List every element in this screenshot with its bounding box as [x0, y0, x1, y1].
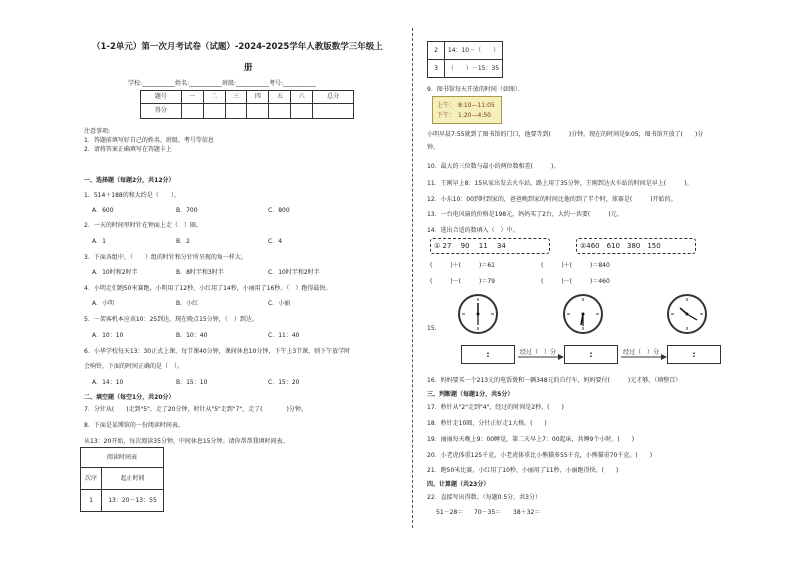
calc-item: 70－35＝ — [474, 509, 502, 516]
q1-option-b[interactable]: B．700 — [176, 207, 198, 214]
score-table — [140, 90, 354, 119]
calc-item: 38＋32＝ — [513, 509, 541, 516]
score-header: 六 — [291, 91, 313, 104]
arrow-right-icon — [518, 354, 564, 360]
q2-option-c[interactable]: C．4 — [268, 238, 283, 245]
row-time-blank[interactable]: （ ）－15：35 — [445, 60, 503, 78]
q3-option-b[interactable]: B．8时半和3时半 — [176, 269, 224, 276]
number-set-1-values: ① 27 90 11 34 — [434, 242, 506, 250]
section-choice: 一、选择题（每题2分，共12分） — [84, 177, 175, 184]
question-14: 14．选出合适的数填入（ ）中。 — [427, 227, 519, 234]
section-calc: 四、计算题（共23分） — [427, 481, 490, 488]
time-box-1[interactable]: : — [461, 345, 515, 364]
clock-3-icon — [667, 294, 707, 334]
arrow-right-icon — [621, 354, 667, 360]
q4-option-c[interactable]: C．小丽 — [268, 300, 291, 307]
reading-table-title: 阅读时间表 — [81, 448, 164, 468]
clock-3-face — [669, 296, 705, 332]
section-fill: 二、填空题（每空1分，共20分） — [84, 394, 175, 401]
note-item: 2．请将答案正确填写在答题卡上 — [84, 146, 172, 153]
question-18: 18．秒针走10圈，分针正好走1大格。( ) — [427, 420, 547, 427]
notes-title: 注意事项: — [84, 128, 111, 135]
row-index: 1 — [81, 490, 102, 512]
column-divider — [412, 28, 413, 528]
equation-1b[interactable]: ( )＋( )＝840 — [541, 262, 610, 269]
question-9-cont: 钟。 — [427, 144, 440, 151]
question-2: 2．一天的时间里时针在钟面上走（ ）圈。 — [84, 222, 202, 229]
col-order: 次序 — [81, 468, 102, 490]
number-set-1 — [430, 238, 550, 254]
question-12: 12．小东10：00到时到家的，爸爸晚到家的时间比他的到了半个时，球赛是( )开始的。 — [427, 196, 677, 203]
note-item: 1．答题前填写好自己的姓名、班级、考号等信息 — [84, 137, 214, 144]
score-header: 总分 — [313, 91, 354, 104]
score-cell[interactable] — [203, 104, 225, 119]
score-cell[interactable] — [313, 104, 354, 119]
q1-option-a[interactable]: A．600 — [92, 207, 114, 214]
calc-item: 51－28＝ — [436, 509, 464, 516]
score-cell[interactable] — [291, 104, 313, 119]
time-box-3[interactable]: : — [667, 345, 721, 364]
q5-option-c[interactable]: C．11：40 — [268, 332, 300, 339]
question-7: 7．分针从( )走到"5"，走了20分钟，时针从"5"走到"7"，走了( )分钟。 — [84, 406, 307, 413]
question-22: 22．直接写出得数。（每题0.5分，共3分） — [427, 494, 541, 501]
question-20: 20．小老虎体重125千克，小老虎体重比小熊猫多55千克，小熊猫重70千克。( ) — [427, 452, 653, 459]
question-8-cont: 从13：20开始，每次阅读35分钟，中间休息15分钟。请你帮帮我填时间表。 — [84, 438, 289, 445]
q6-option-b[interactable]: B．15：10 — [176, 379, 208, 386]
score-header: 一 — [181, 91, 203, 104]
q5-option-b[interactable]: B．10：40 — [176, 332, 208, 339]
question-6: 6．小华学校每天13：30正式上课，每节课40分钟，课间休息10分钟，下午上3节课，则下午放学时 — [84, 348, 351, 355]
score-header: 二 — [203, 91, 225, 104]
question-9: 9．图书馆每天开放的时间（如图）． — [427, 86, 524, 93]
section-judge: 三、判断题（每题1分，共5分） — [427, 391, 514, 398]
exam-title-cont: 册 — [244, 63, 253, 73]
elapsed-label-1: 经过（ ）分 — [520, 349, 557, 356]
row-time-blank[interactable]: 14：10－（ ） — [445, 42, 503, 60]
question-17: 17．秒针从"2"走到"4"，经过的时间是2秒。( ) — [427, 404, 564, 411]
clock-2-face — [565, 296, 601, 332]
library-hours-sign — [432, 96, 502, 124]
equation-2a[interactable]: ( )－( )＝79 — [430, 278, 495, 285]
score-header: 五 — [269, 91, 291, 104]
afternoon-hours: 下午： 1:20—4:50 — [437, 112, 491, 119]
clock-1-face — [460, 296, 496, 332]
exam-title: （1-2单元）第一次月考试卷（试题）-2024-2025学年人教版数学三年级上 — [92, 42, 383, 52]
number-set-2-values: ②460 610 380 150 — [580, 242, 661, 250]
question-9-text: 小明早晨7:55就到了图书馆的门口，他要等到( )分钟。现在的时间是9:05，图书馆开放了( )分 — [427, 131, 704, 138]
score-header: 四 — [247, 91, 269, 104]
question-10: 10．最大的三位数与最小的两位数相差( )。 — [427, 163, 560, 170]
question-4: 4．小明走们跑50米赛跑，小明用了12秒，小红用了14秒，小丽用了16秒。（ ）跑得最快。 — [84, 285, 332, 292]
q4-option-a[interactable]: A．小明 — [92, 300, 115, 307]
question-16: 16．妈妈要买一个213元的电饭煲和一辆348元的自行车，妈妈要付( )元才够。（填整百） — [427, 377, 682, 384]
score-cell[interactable] — [269, 104, 291, 119]
question-15: 15. — [427, 325, 437, 332]
row-index: 2 — [428, 42, 445, 60]
time-box-2[interactable]: : — [564, 345, 618, 364]
col-time: 起止时间 — [102, 468, 164, 490]
question-11: 11．王刚早上8：15从家出发去火车站，路上用了35分钟，王刚到达火车站的时间是早上( )。 — [427, 180, 693, 187]
question-8: 8．下面是某博馆的一份阅读时间表。 — [84, 422, 184, 429]
question-13: 13．一台电风扇的价格是198元，妈妈买了2台，大约一共要( )元。 — [427, 211, 623, 218]
score-header: 题号 — [141, 91, 182, 104]
row-index: 3 — [428, 60, 445, 78]
score-header: 三 — [225, 91, 247, 104]
score-cell[interactable] — [247, 104, 269, 119]
q6-option-c[interactable]: C．15：20 — [268, 379, 300, 386]
score-row-label: 得分 — [141, 104, 182, 119]
number-set-2 — [576, 238, 696, 254]
q2-option-a[interactable]: A．1 — [92, 238, 106, 245]
question-5: 5．一架客机本应该10：25到达，现在晚点15分钟，（ ）到达。 — [84, 316, 258, 323]
question-21: 21．跑50米比赛，小红用了10秒，小丽用了11秒，小丽跑得快。( ) — [427, 467, 619, 474]
clock-2-icon — [563, 294, 603, 334]
clock-1-icon — [458, 294, 498, 334]
q6-option-a[interactable]: A．14：10 — [92, 379, 124, 386]
q2-option-b[interactable]: B．2 — [176, 238, 190, 245]
q1-option-c[interactable]: C．800 — [268, 207, 290, 214]
score-cell[interactable] — [225, 104, 247, 119]
question-3: 3．下面各组中，（ ）组的时针和分针所呈现的角一样大。 — [84, 254, 247, 261]
q4-option-b[interactable]: B．小红 — [176, 300, 199, 307]
question-19: 19．丽丽每天晚上9：00睡觉，第二天早上7：00起床，共睡9个小时。( ) — [427, 436, 635, 443]
q3-option-c[interactable]: C．10时半和2时半 — [268, 269, 320, 276]
student-info-line: 学校:___________姓名:___________班级:___________考号:___________ — [128, 80, 317, 87]
q3-option-a[interactable]: A．10时和2时半 — [92, 269, 138, 276]
equation-2b[interactable]: ( )－( )＝460 — [541, 278, 610, 285]
equation-1a[interactable]: ( )＋( )＝61 — [430, 262, 495, 269]
score-cell[interactable] — [181, 104, 203, 119]
reading-time-table — [80, 447, 164, 512]
question-6-cont: 会响铃，下面的时间正确的是（ ）。 — [84, 363, 184, 370]
question-1: 1．514＋188的和大约是（ ）。 — [84, 192, 180, 199]
row-time: 13：20－13：55 — [102, 490, 164, 512]
morning-hours: 上午： 8:10—11:05 — [437, 102, 495, 109]
elapsed-label-2: 经过（ ）分 — [623, 349, 660, 356]
q5-option-a[interactable]: A．10：10 — [92, 332, 124, 339]
reading-time-table-cont — [427, 41, 503, 78]
